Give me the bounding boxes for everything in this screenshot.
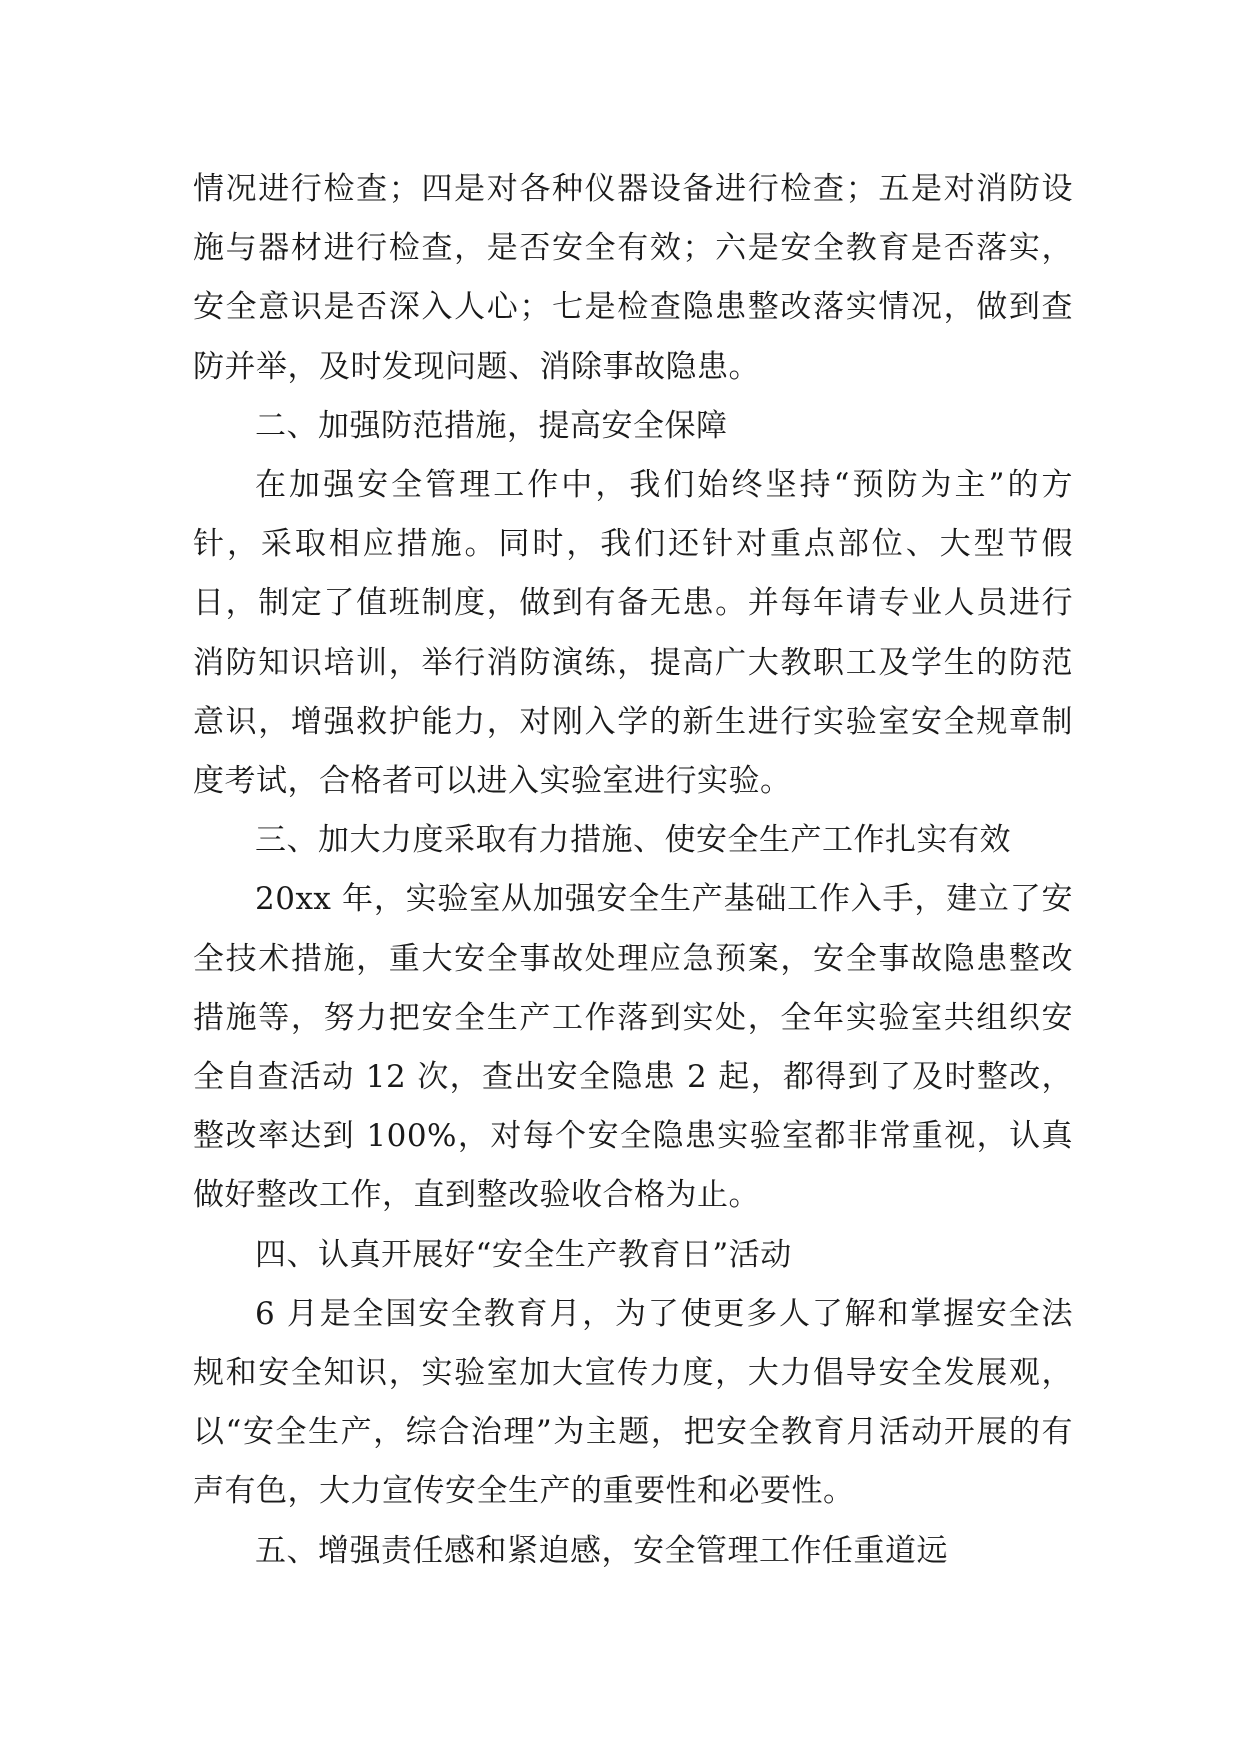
paragraph-inspection-items: 情况进行检查；四是对各种仪器设备进行检查；五是对消防设施与器材进行检查，是否安全有效；六是安全教育是否落实，安全意识是否深入人心；七是检查隐患整改落实情况，做到查防并举，及时发现问题、消除事故隐患。 [193, 171, 1073, 385]
document-body [193, 160, 1073, 1581]
paragraph-safety-month: 6 月是全国安全教育月，为了使更多人了解和掌握安全法规和安全知识，实验室加大宣传力度，大力倡导安全发展观，以“安全生产，综合治理”为主题，把安全教育月活动开展的有声有色，大力宣传安全生产的重要性和必要性。 [193, 1295, 1073, 1510]
heading-section-three: 三、加大力度采取有力措施、使安全生产工作扎实有效 [255, 822, 1011, 859]
heading-section-five: 五、增强责任感和紧迫感，安全管理工作任重道远 [255, 1532, 948, 1569]
paragraph-prevention: 在加强安全管理工作中，我们始终坚持“预防为主”的方针，采取相应措施。同时，我们还针对重点部位、大型节假日，制定了值班制度，做到有备无患。并每年请专业人员进行消防知识培训，举行消防演练，提高广大教职工及学生的防范意识，增强救护能力，对刚入学的新生进行实验室安全规章制度考试，合格者可以进入实验室进行实验。 [193, 467, 1073, 800]
paragraph-safety-measures: 20xx 年，实验室从加强安全生产基础工作入手，建立了安全技术措施，重大安全事故处理应急预案，安全事故隐患整改措施等，努力把安全生产工作落到实处，全年实验室共组织安全自查活动 12 次，查出安全隐患 2 起，都得到了及时整改，整改率达到 100%，对每个安全隐患实验室都非常重视，认真做好整改工作，直到整改验收合格为止。 [193, 881, 1073, 1214]
heading-section-four: 四、认真开展好“安全生产教育日”活动 [255, 1236, 792, 1273]
heading-section-two: 二、加强防范措施，提高安全保障 [255, 407, 728, 444]
